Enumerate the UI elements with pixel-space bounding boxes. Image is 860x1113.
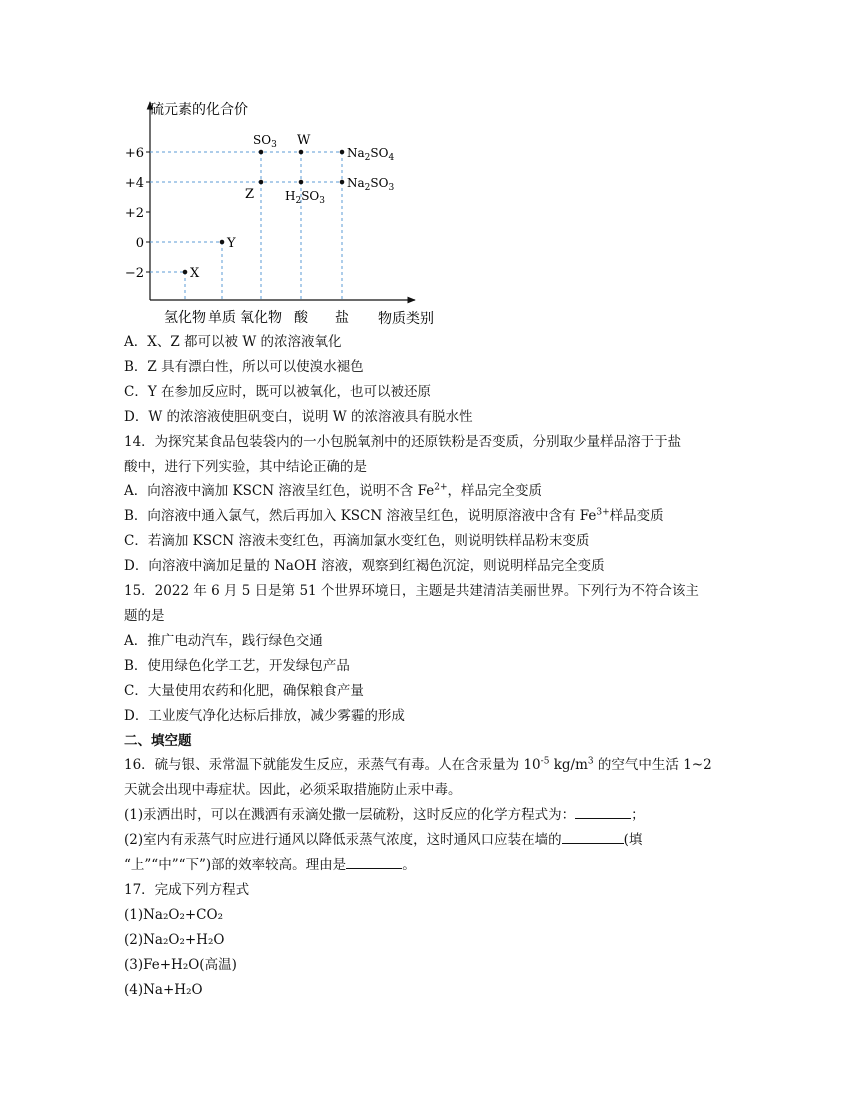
q14-stem-line2: 酸中，进行下列实验，其中结论正确的是 bbox=[124, 458, 367, 475]
q13-option-a: A．X、Z 都可以被 W 的浓溶液氧化 bbox=[124, 334, 342, 350]
q16-line5 bbox=[124, 853, 744, 878]
y-tick-label: 0 bbox=[135, 236, 144, 251]
q16-l1-sup1: -5 bbox=[540, 756, 550, 767]
q16-line2: 天就会出现中毒症状。因此，必须采取措施防止汞中毒。 bbox=[124, 782, 462, 799]
q14-b-post: 样品变质 bbox=[609, 508, 664, 525]
q14-a-pre: A．向溶液中滴加 KSCN 溶液呈红色，说明不含 Fe bbox=[124, 483, 435, 500]
q13-option-b: B．Z 具有漂白性，所以可以使溴水褪色 bbox=[124, 358, 364, 375]
q16-line3 bbox=[124, 803, 744, 828]
data-point bbox=[220, 240, 225, 245]
q16-l1-sup2: 3 bbox=[587, 756, 594, 767]
x-category-label: 氢化物 bbox=[164, 310, 206, 326]
y-tick-label: +4 bbox=[124, 176, 144, 191]
q16-l1-mid: kg/m bbox=[549, 757, 588, 774]
data-point bbox=[340, 150, 345, 155]
q15-stem-line1: 15．2022 年 6 月 5 日是第 51 个世界环境日，主题是共建清洁美丽世界。下列行为不符合该主 bbox=[124, 583, 699, 600]
q15-option-c: C．大量使用农药和化肥，确保粮食产量 bbox=[124, 682, 364, 699]
q16-l5-pre: “上”“中”“下”)部的效率较高。理由是 bbox=[124, 857, 347, 874]
point-label: Y bbox=[227, 236, 236, 251]
q14-a-sup: 2+ bbox=[434, 482, 448, 493]
y-tick-label: −2 bbox=[124, 266, 144, 281]
q16-l3-pre: (1)汞洒出时，可以在溅洒有汞滴处撒一层硫粉，这时反应的化学方程式为： bbox=[124, 807, 576, 824]
q16-l1-post: 的空气中生活 1~2 bbox=[593, 757, 712, 774]
q16-line1 bbox=[124, 753, 744, 778]
valence-chart bbox=[110, 90, 470, 335]
q15-option-b: B．使用绿色化学工艺，开发绿包产品 bbox=[124, 657, 350, 674]
y-axis-label: 硫元素的化合价 bbox=[150, 102, 248, 118]
q14-option-a bbox=[124, 479, 744, 504]
q17-item-1: (1)Na₂O₂+CO₂ bbox=[124, 906, 223, 923]
x-category-label: 单质 bbox=[208, 310, 236, 326]
q14-option-b bbox=[124, 504, 744, 529]
q17-stem: 17．完成下列方程式 bbox=[124, 881, 250, 898]
q14-option-d: D．向溶液中滴加足量的 NaOH 溶液，观察到红褐色沉淀，则说明样品完全变质 bbox=[124, 558, 605, 575]
point-label: $SO_3$ bbox=[253, 133, 277, 150]
q13-option-c: C．Y 在参加反应时，既可以被氧化，也可以被还原 bbox=[124, 383, 432, 400]
point-label: X bbox=[190, 266, 200, 281]
point-label: $H_2SO_3$ bbox=[285, 189, 325, 206]
x-axis-label: 物质类别 bbox=[378, 311, 434, 327]
valence-chart-svg bbox=[110, 90, 470, 335]
x-category-label: 酸 bbox=[294, 310, 308, 326]
data-point bbox=[340, 180, 345, 185]
q14-b-sup: 3+ bbox=[596, 507, 610, 518]
y-tick-label: +6 bbox=[124, 146, 144, 161]
data-point bbox=[183, 270, 188, 275]
q14-stem-line1: 14．为探究某食品包装袋内的一小包脱氧剂中的还原铁粉是否变质，分别取少量样品溶于于盐 bbox=[124, 433, 682, 450]
q16-l4-post: (填 bbox=[623, 832, 643, 849]
x-category-label: 盐 bbox=[335, 310, 349, 326]
q15-stem-line2: 题的是 bbox=[124, 607, 165, 624]
q14-option-c: C．若滴加 KSCN 溶液未变红色，再滴加氯水变红色，则说明铁样品粉末变质 bbox=[124, 533, 590, 550]
q16-l3-post: ； bbox=[631, 807, 645, 824]
answer-blank-2[interactable] bbox=[562, 829, 624, 844]
q16-line4 bbox=[124, 828, 744, 853]
point-label: W bbox=[297, 133, 311, 148]
q15-option-d: D．工业废气净化达标后排放，减少雾霾的形成 bbox=[124, 707, 405, 724]
q13-option-d: D．W 的浓溶液使胆矾变白，说明 W 的浓溶液具有脱水性 bbox=[124, 408, 473, 425]
q16-l5-post: 。 bbox=[402, 857, 416, 874]
q17-item-4: (4)Na+H₂O bbox=[124, 981, 203, 998]
x-category-label: 氧化物 bbox=[240, 310, 282, 326]
q16-l4-pre: (2)室内有汞蒸气时应进行通风以降低汞蒸气浓度，这时通风口应装在墙的 bbox=[124, 832, 562, 849]
q14-b-pre: B．向溶液中通入氯气，然后再加入 KSCN 溶液呈红色，说明原溶液中含有 Fe bbox=[124, 508, 597, 525]
data-point bbox=[299, 180, 304, 185]
q15-option-a: A．推广电动汽车，践行绿色交通 bbox=[124, 632, 323, 649]
point-label: $Na_2SO_3$ bbox=[347, 176, 395, 193]
q17-item-3: (3)Fe+H₂O(高温) bbox=[124, 956, 237, 973]
data-point bbox=[259, 150, 264, 155]
answer-blank-3[interactable] bbox=[346, 854, 402, 869]
answer-blank-1[interactable] bbox=[575, 804, 631, 819]
data-point bbox=[299, 150, 304, 155]
q14-a-post: ，样品完全变质 bbox=[447, 483, 542, 500]
section-heading: 二、填空题 bbox=[124, 732, 192, 749]
point-label: $Na_2SO_4$ bbox=[347, 146, 395, 163]
q17-item-2: (2)Na₂O₂+H₂O bbox=[124, 931, 225, 948]
data-point bbox=[259, 180, 264, 185]
y-tick-label: +2 bbox=[124, 206, 144, 221]
question-content bbox=[124, 330, 744, 1002]
q16-l1-pre: 16．硫与银、汞常温下就能发生反应，汞蒸气有毒。人在含汞量为 10 bbox=[124, 757, 541, 774]
point-label: Z bbox=[245, 187, 255, 202]
